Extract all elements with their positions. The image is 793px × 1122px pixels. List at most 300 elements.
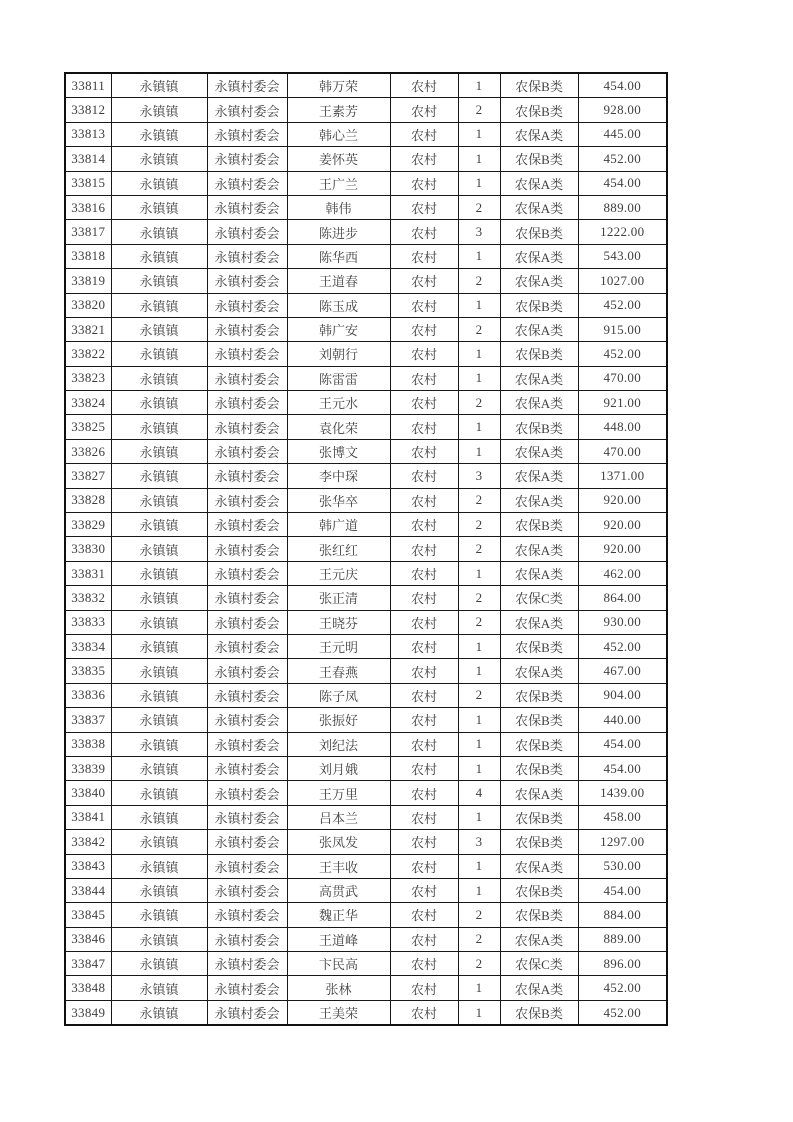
cell-village-committee: 永镇村委会 xyxy=(207,683,287,707)
cell-village-committee: 永镇村委会 xyxy=(207,269,287,293)
cell-town: 永镇镇 xyxy=(111,976,207,1000)
cell-record-id: 33835 xyxy=(65,659,111,683)
cell-insurance-class: 农保B类 xyxy=(500,903,578,927)
cell-town: 永镇镇 xyxy=(111,98,207,122)
cell-village-committee: 永镇村委会 xyxy=(207,171,287,195)
cell-person-count: 1 xyxy=(458,805,500,829)
cell-record-id: 33813 xyxy=(65,122,111,146)
cell-amount: 1439.00 xyxy=(578,781,667,805)
cell-person-name: 王道峰 xyxy=(287,927,390,951)
cell-amount: 904.00 xyxy=(578,683,667,707)
cell-insurance-class: 农保B类 xyxy=(500,220,578,244)
table-row xyxy=(65,171,667,195)
cell-person-name: 王美荣 xyxy=(287,1000,390,1025)
cell-residence-type: 农村 xyxy=(390,269,458,293)
cell-record-id: 33833 xyxy=(65,610,111,634)
cell-residence-type: 农村 xyxy=(390,659,458,683)
table-row xyxy=(65,805,667,829)
table-row xyxy=(65,439,667,463)
table-row xyxy=(65,244,667,268)
table-row xyxy=(65,610,667,634)
cell-town: 永镇镇 xyxy=(111,634,207,658)
cell-insurance-class: 农保B类 xyxy=(500,732,578,756)
table-row xyxy=(65,98,667,122)
cell-record-id: 33829 xyxy=(65,513,111,537)
cell-person-count: 2 xyxy=(458,513,500,537)
cell-person-count: 1 xyxy=(458,708,500,732)
cell-record-id: 33838 xyxy=(65,732,111,756)
cell-person-name: 韩广安 xyxy=(287,317,390,341)
cell-insurance-class: 农保C类 xyxy=(500,952,578,976)
table-row xyxy=(65,415,667,439)
cell-insurance-class: 农保C类 xyxy=(500,586,578,610)
cell-amount: 920.00 xyxy=(578,488,667,512)
table-row xyxy=(65,488,667,512)
cell-residence-type: 农村 xyxy=(390,220,458,244)
cell-town: 永镇镇 xyxy=(111,317,207,341)
cell-residence-type: 农村 xyxy=(390,488,458,512)
cell-record-id: 33825 xyxy=(65,415,111,439)
cell-village-committee: 永镇村委会 xyxy=(207,781,287,805)
table-row xyxy=(65,683,667,707)
cell-person-name: 陈玉成 xyxy=(287,293,390,317)
table-row xyxy=(65,317,667,341)
cell-amount: 452.00 xyxy=(578,634,667,658)
cell-town: 永镇镇 xyxy=(111,415,207,439)
cell-record-id: 33844 xyxy=(65,878,111,902)
cell-record-id: 33831 xyxy=(65,561,111,585)
pension-record-table xyxy=(64,72,668,1026)
cell-record-id: 33811 xyxy=(65,73,111,98)
table-row xyxy=(65,537,667,561)
cell-person-name: 李中琛 xyxy=(287,464,390,488)
table-row xyxy=(65,147,667,171)
cell-amount: 470.00 xyxy=(578,366,667,390)
cell-town: 永镇镇 xyxy=(111,610,207,634)
cell-residence-type: 农村 xyxy=(390,732,458,756)
cell-record-id: 33845 xyxy=(65,903,111,927)
cell-record-id: 33836 xyxy=(65,683,111,707)
cell-person-name: 张华卒 xyxy=(287,488,390,512)
table-row xyxy=(65,464,667,488)
cell-village-committee: 永镇村委会 xyxy=(207,366,287,390)
cell-insurance-class: 农保A类 xyxy=(500,561,578,585)
cell-insurance-class: 农保A类 xyxy=(500,659,578,683)
table-row xyxy=(65,391,667,415)
cell-village-committee: 永镇村委会 xyxy=(207,439,287,463)
cell-person-count: 1 xyxy=(458,342,500,366)
cell-amount: 470.00 xyxy=(578,439,667,463)
cell-record-id: 33823 xyxy=(65,366,111,390)
cell-person-count: 2 xyxy=(458,683,500,707)
cell-insurance-class: 农保B类 xyxy=(500,708,578,732)
cell-insurance-class: 农保A类 xyxy=(500,171,578,195)
cell-amount: 889.00 xyxy=(578,195,667,219)
cell-person-count: 4 xyxy=(458,781,500,805)
cell-record-id: 33843 xyxy=(65,854,111,878)
cell-village-committee: 永镇村委会 xyxy=(207,927,287,951)
cell-residence-type: 农村 xyxy=(390,683,458,707)
cell-town: 永镇镇 xyxy=(111,537,207,561)
cell-amount: 889.00 xyxy=(578,927,667,951)
cell-amount: 454.00 xyxy=(578,756,667,780)
cell-town: 永镇镇 xyxy=(111,342,207,366)
cell-residence-type: 农村 xyxy=(390,171,458,195)
cell-amount: 458.00 xyxy=(578,805,667,829)
cell-record-id: 33849 xyxy=(65,1000,111,1025)
table-row xyxy=(65,952,667,976)
cell-residence-type: 农村 xyxy=(390,537,458,561)
cell-amount: 1027.00 xyxy=(578,269,667,293)
cell-record-id: 33834 xyxy=(65,634,111,658)
cell-person-count: 1 xyxy=(458,732,500,756)
cell-town: 永镇镇 xyxy=(111,147,207,171)
cell-town: 永镇镇 xyxy=(111,732,207,756)
cell-insurance-class: 农保A类 xyxy=(500,488,578,512)
cell-person-name: 王道春 xyxy=(287,269,390,293)
cell-village-committee: 永镇村委会 xyxy=(207,756,287,780)
cell-record-id: 33830 xyxy=(65,537,111,561)
cell-village-committee: 永镇村委会 xyxy=(207,513,287,537)
cell-town: 永镇镇 xyxy=(111,561,207,585)
table-row xyxy=(65,73,667,98)
cell-residence-type: 农村 xyxy=(390,634,458,658)
cell-village-committee: 永镇村委会 xyxy=(207,634,287,658)
cell-insurance-class: 农保B类 xyxy=(500,293,578,317)
cell-amount: 445.00 xyxy=(578,122,667,146)
cell-residence-type: 农村 xyxy=(390,244,458,268)
cell-amount: 928.00 xyxy=(578,98,667,122)
cell-record-id: 33847 xyxy=(65,952,111,976)
cell-record-id: 33819 xyxy=(65,269,111,293)
cell-person-name: 王元明 xyxy=(287,634,390,658)
cell-amount: 530.00 xyxy=(578,854,667,878)
cell-town: 永镇镇 xyxy=(111,830,207,854)
cell-insurance-class: 农保A类 xyxy=(500,537,578,561)
cell-person-name: 王丰收 xyxy=(287,854,390,878)
cell-amount: 1297.00 xyxy=(578,830,667,854)
cell-residence-type: 农村 xyxy=(390,976,458,1000)
cell-residence-type: 农村 xyxy=(390,781,458,805)
cell-village-committee: 永镇村委会 xyxy=(207,415,287,439)
cell-person-count: 2 xyxy=(458,391,500,415)
cell-town: 永镇镇 xyxy=(111,708,207,732)
cell-village-committee: 永镇村委会 xyxy=(207,122,287,146)
cell-town: 永镇镇 xyxy=(111,244,207,268)
cell-insurance-class: 农保A类 xyxy=(500,195,578,219)
cell-person-name: 张凤发 xyxy=(287,830,390,854)
cell-insurance-class: 农保B类 xyxy=(500,415,578,439)
cell-amount: 1371.00 xyxy=(578,464,667,488)
cell-amount: 454.00 xyxy=(578,73,667,98)
cell-record-id: 33827 xyxy=(65,464,111,488)
cell-insurance-class: 农保B类 xyxy=(500,147,578,171)
cell-insurance-class: 农保A类 xyxy=(500,244,578,268)
cell-amount: 452.00 xyxy=(578,976,667,1000)
cell-village-committee: 永镇村委会 xyxy=(207,464,287,488)
cell-village-committee: 永镇村委会 xyxy=(207,878,287,902)
cell-person-name: 王广兰 xyxy=(287,171,390,195)
cell-amount: 921.00 xyxy=(578,391,667,415)
cell-person-count: 1 xyxy=(458,561,500,585)
cell-residence-type: 农村 xyxy=(390,147,458,171)
table-row xyxy=(65,659,667,683)
cell-town: 永镇镇 xyxy=(111,683,207,707)
table-row xyxy=(65,708,667,732)
cell-person-count: 3 xyxy=(458,464,500,488)
cell-record-id: 33832 xyxy=(65,586,111,610)
cell-person-name: 王素芳 xyxy=(287,98,390,122)
cell-person-count: 1 xyxy=(458,415,500,439)
cell-residence-type: 农村 xyxy=(390,366,458,390)
cell-amount: 930.00 xyxy=(578,610,667,634)
cell-village-committee: 永镇村委会 xyxy=(207,903,287,927)
cell-person-name: 袁化荣 xyxy=(287,415,390,439)
table-row xyxy=(65,903,667,927)
cell-town: 永镇镇 xyxy=(111,391,207,415)
cell-village-committee: 永镇村委会 xyxy=(207,976,287,1000)
cell-person-count: 2 xyxy=(458,269,500,293)
cell-person-count: 1 xyxy=(458,878,500,902)
cell-person-count: 2 xyxy=(458,537,500,561)
cell-residence-type: 农村 xyxy=(390,586,458,610)
cell-residence-type: 农村 xyxy=(390,927,458,951)
cell-village-committee: 永镇村委会 xyxy=(207,732,287,756)
table-row xyxy=(65,122,667,146)
cell-amount: 452.00 xyxy=(578,147,667,171)
cell-person-name: 张博文 xyxy=(287,439,390,463)
cell-amount: 467.00 xyxy=(578,659,667,683)
cell-insurance-class: 农保A类 xyxy=(500,610,578,634)
table-row xyxy=(65,927,667,951)
table-row xyxy=(65,195,667,219)
cell-town: 永镇镇 xyxy=(111,220,207,244)
cell-person-count: 3 xyxy=(458,830,500,854)
table-row xyxy=(65,269,667,293)
cell-town: 永镇镇 xyxy=(111,756,207,780)
cell-insurance-class: 农保B类 xyxy=(500,1000,578,1025)
cell-town: 永镇镇 xyxy=(111,1000,207,1025)
cell-person-name: 韩伟 xyxy=(287,195,390,219)
cell-record-id: 33815 xyxy=(65,171,111,195)
cell-amount: 440.00 xyxy=(578,708,667,732)
table-row xyxy=(65,854,667,878)
cell-record-id: 33821 xyxy=(65,317,111,341)
cell-town: 永镇镇 xyxy=(111,586,207,610)
cell-town: 永镇镇 xyxy=(111,927,207,951)
cell-village-committee: 永镇村委会 xyxy=(207,708,287,732)
cell-residence-type: 农村 xyxy=(390,73,458,98)
cell-village-committee: 永镇村委会 xyxy=(207,98,287,122)
cell-town: 永镇镇 xyxy=(111,122,207,146)
cell-person-name: 陈华西 xyxy=(287,244,390,268)
cell-record-id: 33817 xyxy=(65,220,111,244)
cell-village-committee: 永镇村委会 xyxy=(207,391,287,415)
cell-village-committee: 永镇村委会 xyxy=(207,220,287,244)
cell-residence-type: 农村 xyxy=(390,464,458,488)
table-row xyxy=(65,878,667,902)
cell-village-committee: 永镇村委会 xyxy=(207,317,287,341)
cell-person-count: 3 xyxy=(458,220,500,244)
cell-person-count: 1 xyxy=(458,854,500,878)
cell-town: 永镇镇 xyxy=(111,488,207,512)
cell-record-id: 33812 xyxy=(65,98,111,122)
cell-village-committee: 永镇村委会 xyxy=(207,488,287,512)
cell-village-committee: 永镇村委会 xyxy=(207,293,287,317)
cell-amount: 448.00 xyxy=(578,415,667,439)
cell-residence-type: 农村 xyxy=(390,98,458,122)
cell-residence-type: 农村 xyxy=(390,708,458,732)
cell-person-count: 2 xyxy=(458,610,500,634)
cell-person-name: 刘月娥 xyxy=(287,756,390,780)
cell-residence-type: 农村 xyxy=(390,439,458,463)
table-row xyxy=(65,513,667,537)
cell-village-committee: 永镇村委会 xyxy=(207,561,287,585)
cell-village-committee: 永镇村委会 xyxy=(207,610,287,634)
cell-insurance-class: 农保B类 xyxy=(500,878,578,902)
cell-record-id: 33848 xyxy=(65,976,111,1000)
cell-town: 永镇镇 xyxy=(111,805,207,829)
cell-record-id: 33828 xyxy=(65,488,111,512)
cell-amount: 454.00 xyxy=(578,732,667,756)
cell-insurance-class: 农保A类 xyxy=(500,366,578,390)
table-row xyxy=(65,220,667,244)
cell-amount: 452.00 xyxy=(578,1000,667,1025)
cell-insurance-class: 农保A类 xyxy=(500,976,578,1000)
cell-town: 永镇镇 xyxy=(111,513,207,537)
cell-person-name: 陈进步 xyxy=(287,220,390,244)
cell-person-name: 王春燕 xyxy=(287,659,390,683)
cell-town: 永镇镇 xyxy=(111,73,207,98)
cell-person-count: 2 xyxy=(458,317,500,341)
table-row xyxy=(65,756,667,780)
cell-town: 永镇镇 xyxy=(111,366,207,390)
table-row xyxy=(65,366,667,390)
cell-town: 永镇镇 xyxy=(111,195,207,219)
cell-person-name: 王元水 xyxy=(287,391,390,415)
cell-residence-type: 农村 xyxy=(390,952,458,976)
cell-residence-type: 农村 xyxy=(390,317,458,341)
cell-person-count: 1 xyxy=(458,73,500,98)
cell-person-name: 张振好 xyxy=(287,708,390,732)
cell-amount: 1222.00 xyxy=(578,220,667,244)
cell-insurance-class: 农保A类 xyxy=(500,854,578,878)
cell-person-name: 陈雷雷 xyxy=(287,366,390,390)
cell-record-id: 33814 xyxy=(65,147,111,171)
cell-record-id: 33841 xyxy=(65,805,111,829)
cell-person-name: 刘朝行 xyxy=(287,342,390,366)
cell-amount: 462.00 xyxy=(578,561,667,585)
cell-record-id: 33839 xyxy=(65,756,111,780)
cell-record-id: 33820 xyxy=(65,293,111,317)
cell-residence-type: 农村 xyxy=(390,610,458,634)
cell-person-name: 王元庆 xyxy=(287,561,390,585)
table-row xyxy=(65,342,667,366)
cell-amount: 543.00 xyxy=(578,244,667,268)
cell-insurance-class: 农保B类 xyxy=(500,683,578,707)
cell-town: 永镇镇 xyxy=(111,878,207,902)
cell-insurance-class: 农保A类 xyxy=(500,927,578,951)
cell-town: 永镇镇 xyxy=(111,952,207,976)
cell-insurance-class: 农保B类 xyxy=(500,634,578,658)
cell-person-count: 1 xyxy=(458,171,500,195)
cell-person-name: 王晓芬 xyxy=(287,610,390,634)
cell-residence-type: 农村 xyxy=(390,391,458,415)
cell-amount: 896.00 xyxy=(578,952,667,976)
cell-residence-type: 农村 xyxy=(390,195,458,219)
cell-residence-type: 农村 xyxy=(390,122,458,146)
cell-village-committee: 永镇村委会 xyxy=(207,195,287,219)
cell-amount: 915.00 xyxy=(578,317,667,341)
cell-person-count: 1 xyxy=(458,1000,500,1025)
cell-residence-type: 农村 xyxy=(390,342,458,366)
cell-person-name: 陈子凤 xyxy=(287,683,390,707)
cell-insurance-class: 农保A类 xyxy=(500,464,578,488)
cell-town: 永镇镇 xyxy=(111,439,207,463)
cell-town: 永镇镇 xyxy=(111,781,207,805)
cell-person-count: 1 xyxy=(458,976,500,1000)
cell-insurance-class: 农保A类 xyxy=(500,122,578,146)
cell-village-committee: 永镇村委会 xyxy=(207,854,287,878)
cell-insurance-class: 农保A类 xyxy=(500,781,578,805)
table-row xyxy=(65,781,667,805)
cell-person-count: 1 xyxy=(458,122,500,146)
cell-person-name: 魏正华 xyxy=(287,903,390,927)
cell-residence-type: 农村 xyxy=(390,1000,458,1025)
cell-town: 永镇镇 xyxy=(111,171,207,195)
cell-insurance-class: 农保A类 xyxy=(500,317,578,341)
cell-village-committee: 永镇村委会 xyxy=(207,659,287,683)
cell-record-id: 33818 xyxy=(65,244,111,268)
cell-amount: 920.00 xyxy=(578,537,667,561)
cell-amount: 864.00 xyxy=(578,586,667,610)
cell-record-id: 33840 xyxy=(65,781,111,805)
cell-village-committee: 永镇村委会 xyxy=(207,73,287,98)
cell-amount: 884.00 xyxy=(578,903,667,927)
cell-amount: 920.00 xyxy=(578,513,667,537)
cell-residence-type: 农村 xyxy=(390,293,458,317)
cell-village-committee: 永镇村委会 xyxy=(207,1000,287,1025)
cell-insurance-class: 农保A类 xyxy=(500,391,578,415)
cell-residence-type: 农村 xyxy=(390,805,458,829)
cell-person-name: 王万里 xyxy=(287,781,390,805)
cell-insurance-class: 农保B类 xyxy=(500,805,578,829)
cell-residence-type: 农村 xyxy=(390,903,458,927)
cell-insurance-class: 农保B类 xyxy=(500,342,578,366)
table-row xyxy=(65,1000,667,1025)
cell-record-id: 33842 xyxy=(65,830,111,854)
cell-village-committee: 永镇村委会 xyxy=(207,342,287,366)
cell-insurance-class: 农保B类 xyxy=(500,513,578,537)
cell-residence-type: 农村 xyxy=(390,878,458,902)
cell-village-committee: 永镇村委会 xyxy=(207,805,287,829)
table-body xyxy=(65,73,667,1025)
cell-record-id: 33822 xyxy=(65,342,111,366)
cell-amount: 454.00 xyxy=(578,171,667,195)
table-row xyxy=(65,634,667,658)
cell-village-committee: 永镇村委会 xyxy=(207,586,287,610)
cell-town: 永镇镇 xyxy=(111,464,207,488)
cell-person-count: 1 xyxy=(458,366,500,390)
cell-person-count: 1 xyxy=(458,634,500,658)
cell-insurance-class: 农保B类 xyxy=(500,73,578,98)
cell-person-name: 张红红 xyxy=(287,537,390,561)
cell-person-name: 姜怀英 xyxy=(287,147,390,171)
cell-village-committee: 永镇村委会 xyxy=(207,952,287,976)
cell-person-count: 1 xyxy=(458,244,500,268)
cell-residence-type: 农村 xyxy=(390,513,458,537)
table-row xyxy=(65,561,667,585)
